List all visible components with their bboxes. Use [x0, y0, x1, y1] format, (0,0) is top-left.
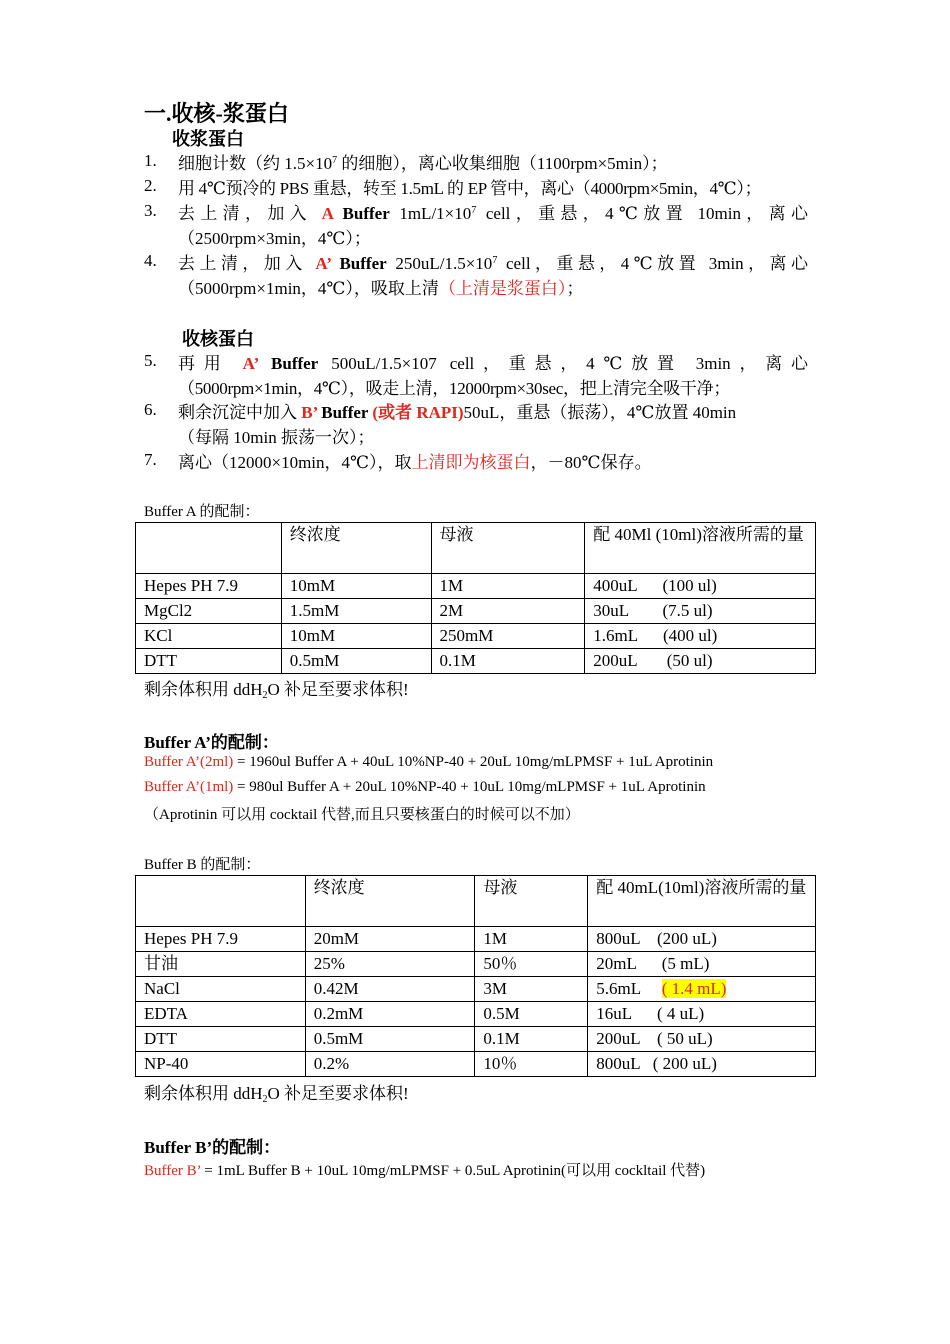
list-number: 5. [144, 351, 157, 370]
table-row [136, 649, 816, 674]
table-cell: 0.2% [305, 1052, 475, 1077]
buffer-b-table [135, 875, 816, 1077]
buffer-b-prime-heading: Buffer B’的配制： [144, 1138, 281, 1157]
list-number: 7. [144, 450, 157, 469]
table-cell: 10％ [475, 1052, 588, 1077]
table-cell: 1.5mM [281, 599, 431, 624]
list-number: 1. [144, 151, 157, 170]
table-cell: 800uL (200 uL) [588, 927, 816, 952]
table-row [136, 624, 816, 649]
table-cell: KCl [136, 624, 282, 649]
list-item-continuation: （2500rpm×3min，4℃）； [178, 229, 371, 248]
table-cell: NaCl [136, 977, 306, 1002]
table-row [136, 1052, 816, 1077]
buffer-b-note: 剩余体积用 ddH$_2$O 补足至要求体积! [144, 1084, 409, 1105]
table-row [136, 574, 816, 599]
buffer-a-table [135, 522, 816, 674]
table-cell: 1M [431, 574, 585, 599]
table-cell: DTT [136, 649, 282, 674]
list-item: 去上清，加入 A’ Buffer $250uL/1.5\times 10^7$ cell，重悬，4℃放置 3min，离心 [178, 254, 808, 273]
table-header: 母液 [431, 523, 585, 574]
list-number: 4. [144, 251, 157, 270]
buffer-a-prime-recipe-2ml: Buffer A’(2ml) = 1960ul Buffer A + 40uL 10%NP-40 + 20uL 10mg/mLPMSF + 1uL Aprotinin [144, 754, 714, 770]
table-header: 母液 [475, 876, 588, 927]
table-header: 配 40mL(10ml)溶液所需的量 [588, 876, 816, 927]
list-item-continuation: （5000rpm×1min，4℃），吸取上清（上清是浆蛋白）； [178, 279, 584, 298]
table-cell: 10mM [281, 574, 431, 599]
table-cell: 20mM [305, 927, 475, 952]
list-item: 剩余沉淀中加入 B’ Buffer (或者 RAPI)50uL，重悬（振荡），4℃放置 40min [178, 403, 737, 422]
buffer-b-caption: Buffer B 的配制： [144, 857, 261, 873]
table-cell: 400uL (100 ul) [585, 574, 816, 599]
table-row [136, 1002, 816, 1027]
page-title: 一.收核-浆蛋白 [144, 101, 289, 126]
table-cell: 16uL ( 4 uL) [588, 1002, 816, 1027]
table-row [136, 599, 816, 624]
buffer-a-prime-note: （Aprotinin 可以用 cocktail 代替,而且只要核蛋白的时候可以不加） [144, 807, 580, 823]
table-cell: 30uL (7.5 ul) [585, 599, 816, 624]
table-cell: 0.5mM [305, 1027, 475, 1052]
table-header [136, 876, 306, 927]
list-item: 去上清，加入 A Buffer $1mL/1\times 10^7$ cell，重悬，4℃放置 10min，离心 [178, 204, 808, 223]
table-header: 终浓度 [281, 523, 431, 574]
buffer-b-prime-recipe: Buffer B’ = 1mL Buffer B + 10uL 10mg/mLPMSF + 0.5uL Aprotinin(可以用 cockltail 代替) [144, 1163, 706, 1179]
buffer-a-note: 剩余体积用 ddH$_2$O 补足至要求体积! [144, 680, 409, 701]
table-cell: 5.6mL ( 1.4 mL) [588, 977, 816, 1002]
table-cell: DTT [136, 1027, 306, 1052]
table-header [136, 523, 282, 574]
table-cell: 0.5mM [281, 649, 431, 674]
table-cell: 0.1M [475, 1027, 588, 1052]
list-item-continuation: （每隔 10min 振荡一次）； [178, 428, 375, 447]
table-header-row [136, 523, 816, 574]
table-header-row [136, 876, 816, 927]
table-cell: 0.42M [305, 977, 475, 1002]
buffer-a-caption: Buffer A 的配制： [144, 504, 260, 520]
table-row [136, 1027, 816, 1052]
table-cell: 1M [475, 927, 588, 952]
list-item: 再用 A’ Buffer 500uL/1.5×107 cell，重悬，4℃放置 3min，离心 [178, 354, 809, 373]
table-row [136, 927, 816, 952]
table-cell: 20mL (5 mL) [588, 952, 816, 977]
table-cell: 800uL ( 200 uL) [588, 1052, 816, 1077]
list-number: 3. [144, 201, 157, 220]
table-cell: 200uL (50 ul) [585, 649, 816, 674]
table-cell: 3M [475, 977, 588, 1002]
list-item-continuation: （5000rpm×1min，4℃），吸走上清，12000rpm×30sec，把上清完全吸干净； [178, 379, 731, 398]
table-cell: EDTA [136, 1002, 306, 1027]
list-item: 用 4℃预冷的 PBS 重悬，转至 1.5mL 的 EP 管中，离心（4000rpm×5min，4℃）； [178, 179, 762, 198]
table-cell: Hepes PH 7.9 [136, 574, 282, 599]
table-header: 配 40Ml (10ml)溶液所需的量 [585, 523, 816, 574]
highlighted-value: ( 1.4 mL) [661, 979, 727, 998]
list-item: 细胞计数（约 $1.5\times 10^7$ 的细胞），离心收集细胞（1100rpm×5min）； [178, 154, 668, 173]
section-heading-cytoplasmic: 收浆蛋白 [172, 129, 244, 149]
table-cell: 50％ [475, 952, 588, 977]
table-cell: 甘油 [136, 952, 306, 977]
table-row [136, 977, 816, 1002]
table-cell: 2M [431, 599, 585, 624]
buffer-a-prime-recipe-1ml: Buffer A’(1ml) = 980ul Buffer A + 20uL 10%NP-40 + 10uL 10mg/mLPMSF + 1uL Aprotinin [144, 779, 706, 795]
table-header: 终浓度 [305, 876, 475, 927]
table-cell: 250mM [431, 624, 585, 649]
section-heading-nuclear: 收核蛋白 [182, 329, 254, 349]
table-cell: 0.2mM [305, 1002, 475, 1027]
table-cell: 10mM [281, 624, 431, 649]
table-cell: Hepes PH 7.9 [136, 927, 306, 952]
table-cell: 0.1M [431, 649, 585, 674]
table-cell: NP-40 [136, 1052, 306, 1077]
list-item: 离心（12000×10min，4℃），取上清即为核蛋白，－80℃保存。 [178, 453, 652, 472]
table-cell: MgCl2 [136, 599, 282, 624]
table-cell: 1.6mL (400 ul) [585, 624, 816, 649]
table-row [136, 952, 816, 977]
table-cell: 0.5M [475, 1002, 588, 1027]
table-cell: 25% [305, 952, 475, 977]
list-number: 6. [144, 400, 157, 419]
table-cell: 200uL ( 50 uL) [588, 1027, 816, 1052]
list-number: 2. [144, 176, 157, 195]
buffer-a-prime-heading: Buffer A’的配制： [144, 733, 279, 752]
